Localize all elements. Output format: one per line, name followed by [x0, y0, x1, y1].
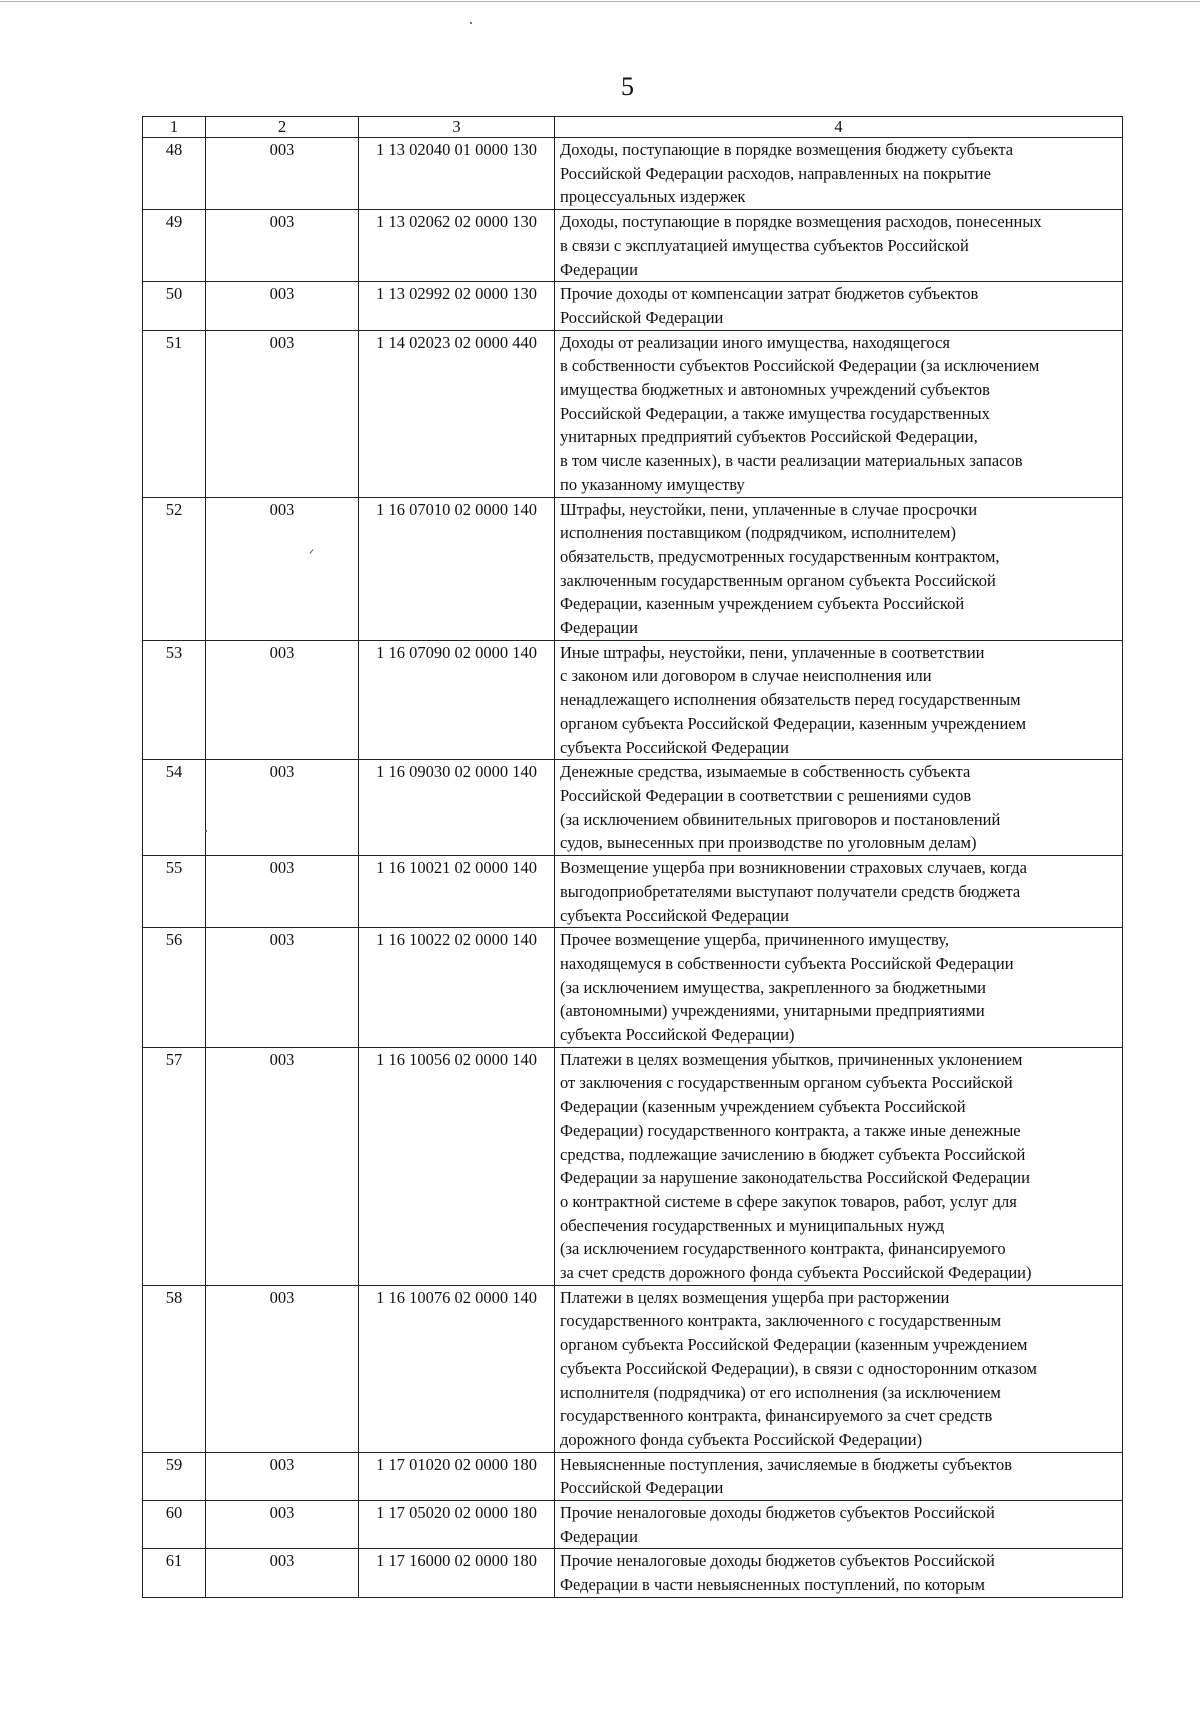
description-line: Российской Федерации [560, 307, 724, 327]
row-number: 48 [143, 138, 206, 210]
administrator-code: 003 [206, 1047, 359, 1285]
administrator-code: 003 [206, 928, 359, 1048]
description-line: Федерации, казенным учреждением субъекта Российской [560, 594, 965, 614]
description-line: Федерации [560, 618, 638, 638]
description-line: за счет средств дорожного фонда субъекта Российской Федерации) [560, 1263, 1032, 1283]
description-line: процессуальных издержек [560, 187, 746, 207]
description-line: субъекта Российской Федерации), в связи с односторонним отказом [560, 1358, 1037, 1378]
description-line: Федерации [560, 259, 638, 279]
description-line: Штрафы, неустойки, пени, уплаченные в случае просрочки [560, 499, 978, 519]
revenue-description [555, 210, 1123, 282]
budget-classification-code: 1 13 02062 02 0000 130 [359, 210, 555, 282]
row-number: 51 [143, 330, 206, 497]
description-line: Федерации) государственного контракта, а также иные денежные [560, 1120, 1021, 1140]
row-number: 50 [143, 282, 206, 330]
column-header-2: 2 [206, 117, 359, 138]
row-number: 57 [143, 1047, 206, 1285]
budget-classification-code: 1 16 09030 02 0000 140 [359, 760, 555, 856]
description-line: по указанному имуществу [560, 474, 745, 494]
description-line: Доходы, поступающие в порядке возмещения расходов, понесенных [560, 212, 1042, 232]
budget-classification-code: 1 14 02023 02 0000 440 [359, 330, 555, 497]
description-line: дорожного фонда субъекта Российской Федерации) [560, 1429, 923, 1449]
description-line: Возмещение ущерба при возникновении страховых случаев, когда [560, 858, 1028, 878]
row-number: 52 [143, 497, 206, 640]
description-line: выгодоприобретателями выступают получатели средств бюджета [560, 881, 1021, 901]
description-line: Прочие неналоговые доходы бюджетов субъектов Российской [560, 1503, 995, 1523]
budget-classification-code: 1 16 10021 02 0000 140 [359, 856, 555, 928]
table-row [143, 210, 1123, 282]
description-line: обязательств, предусмотренных государственным контрактом, [560, 546, 1000, 566]
description-line: Платежи в целях возмещения ущерба при расторжении [560, 1287, 950, 1307]
revenue-description [555, 640, 1123, 760]
description-line: обеспечения государственных и муниципальных нужд [560, 1215, 945, 1235]
table-header-row [143, 117, 1123, 138]
description-line: (за исключением имущества, закрепленного за бюджетными [560, 977, 986, 997]
description-line: Платежи в целях возмещения убытков, причиненных уклонением [560, 1049, 1023, 1069]
row-number: 60 [143, 1501, 206, 1549]
description-line: Российской Федерации [560, 1478, 724, 1498]
description-line: Денежные средства, изымаемые в собственность субъекта [560, 762, 971, 782]
description-line: находящемуся в собственности субъекта Российской Федерации [560, 953, 1014, 973]
table-row [143, 1047, 1123, 1285]
column-header-3: 3 [359, 117, 555, 138]
budget-classification-code: 1 16 10022 02 0000 140 [359, 928, 555, 1048]
row-number: 56 [143, 928, 206, 1048]
table-row [143, 856, 1123, 928]
description-line: средства, подлежащие зачислению в бюджет субъекта Российской [560, 1144, 1026, 1164]
revenue-description [555, 138, 1123, 210]
revenue-description [555, 760, 1123, 856]
administrator-code: 003 [206, 640, 359, 760]
table-row [143, 497, 1123, 640]
page-number: 5 [621, 72, 634, 101]
description-line: государственного контракта, финансируемого за счет средств [560, 1406, 993, 1426]
table-row [143, 330, 1123, 497]
description-line: исполнителя (подрядчика) от его исполнения (за исключением [560, 1382, 1001, 1402]
description-line: имущества бюджетных и автономных учреждений субъектов [560, 380, 990, 400]
administrator-code: 003 [206, 282, 359, 330]
column-header-1: 1 [143, 117, 206, 138]
table-row [143, 760, 1123, 856]
revenue-description [555, 928, 1123, 1048]
row-number: 49 [143, 210, 206, 282]
description-line: с законом или договором в случае неисполнения или [560, 666, 932, 686]
scan-artifact [205, 830, 207, 832]
row-number: 61 [143, 1549, 206, 1597]
description-line: Российской Федерации расходов, направленных на покрытие [560, 163, 991, 183]
description-line: Российской Федерации, а также имущества государственных [560, 403, 990, 423]
revenue-description [555, 1285, 1123, 1452]
administrator-code: 003 [206, 1549, 359, 1597]
description-line: исполнения поставщиком (подрядчиком, исполнителем) [560, 523, 956, 543]
table-row [143, 1501, 1123, 1549]
administrator-code: 003 [206, 497, 359, 640]
administrator-code: 003 [206, 210, 359, 282]
description-line: органом субъекта Российской Федерации (казенным учреждением [560, 1335, 1028, 1355]
description-line: в собственности субъектов Российской Федерации (за исключением [560, 356, 1040, 376]
budget-classification-code: 1 16 07090 02 0000 140 [359, 640, 555, 760]
revenue-description [555, 1549, 1123, 1597]
row-number: 59 [143, 1452, 206, 1500]
table-row [143, 1285, 1123, 1452]
description-line: субъекта Российской Федерации) [560, 1025, 795, 1045]
description-line: от заключения с государственным органом субъекта Российской [560, 1073, 1013, 1093]
table-row [143, 1549, 1123, 1597]
revenue-description [555, 1452, 1123, 1500]
budget-classification-code: 1 16 10056 02 0000 140 [359, 1047, 555, 1285]
administrator-code: 003 [206, 1452, 359, 1500]
description-line: (за исключением государственного контракта, финансируемого [560, 1239, 1006, 1259]
description-line: органом субъекта Российской Федерации, казенным учреждением [560, 713, 1027, 733]
table-row [143, 138, 1123, 210]
scan-edge-line [0, 1, 1200, 2]
table-row [143, 282, 1123, 330]
revenue-description [555, 856, 1123, 928]
description-line: Прочие неналоговые доходы бюджетов субъектов Российской [560, 1551, 995, 1571]
scan-speck [470, 22, 472, 24]
description-line: Невыясненные поступления, зачисляемые в бюджеты субъектов [560, 1454, 1013, 1474]
description-line: Российской Федерации в соответствии с решениями судов [560, 785, 972, 805]
table-row [143, 640, 1123, 760]
description-line: субъекта Российской Федерации [560, 905, 790, 925]
revenue-description [555, 330, 1123, 497]
administrator-code: 003 [206, 330, 359, 497]
budget-classification-code: 1 17 16000 02 0000 180 [359, 1549, 555, 1597]
description-line: Прочие доходы от компенсации затрат бюджетов субъектов [560, 284, 979, 304]
row-number: 58 [143, 1285, 206, 1452]
description-line: государственного контракта, заключенного с государственным [560, 1311, 1002, 1331]
revenue-description [555, 282, 1123, 330]
description-line: Доходы, поступающие в порядке возмещения бюджету субъекта [560, 140, 1014, 159]
administrator-code: 003 [206, 760, 359, 856]
description-line: Федерации [560, 1526, 638, 1546]
description-line: судов, вынесенных при производстве по уголовным делам) [560, 833, 977, 853]
description-line: (за исключением обвинительных приговоров и постановлений [560, 809, 1001, 829]
description-line: в том числе казенных), в части реализации материальных запасов [560, 451, 1023, 471]
description-line: Федерации (казенным учреждением субъекта Российской [560, 1097, 966, 1117]
row-number: 54 [143, 760, 206, 856]
budget-classification-code: 1 17 05020 02 0000 180 [359, 1501, 555, 1549]
description-line: субъекта Российской Федерации [560, 737, 790, 757]
column-header-4: 4 [555, 117, 1123, 138]
description-line: Прочее возмещение ущерба, причиненного имуществу, [560, 930, 949, 950]
table-row [143, 928, 1123, 1048]
revenue-description [555, 1501, 1123, 1549]
administrator-code: 003 [206, 138, 359, 210]
revenue-description [555, 1047, 1123, 1285]
budget-classification-code: 1 13 02992 02 0000 130 [359, 282, 555, 330]
budget-classification-code: 1 16 07010 02 0000 140 [359, 497, 555, 640]
revenue-codes-table [142, 116, 1123, 1598]
description-line: Доходы от реализации иного имущества, находящегося [560, 332, 951, 352]
description-line: заключенным государственным органом субъекта Российской [560, 570, 996, 590]
table-body [143, 138, 1123, 1598]
revenue-description [555, 497, 1123, 640]
description-line: унитарных предприятий субъектов Российской Федерации, [560, 427, 978, 447]
row-number: 53 [143, 640, 206, 760]
row-number: 55 [143, 856, 206, 928]
description-line: Иные штрафы, неустойки, пени, уплаченные в соответствии [560, 642, 985, 662]
description-line: ненадлежащего исполнения обязательств перед государственным [560, 690, 1021, 710]
description-line: в связи с эксплуатацией имущества субъектов Российской [560, 235, 969, 255]
budget-classification-code: 1 16 10076 02 0000 140 [359, 1285, 555, 1452]
administrator-code: 003 [206, 1501, 359, 1549]
administrator-code: 003 [206, 856, 359, 928]
administrator-code: 003 [206, 1285, 359, 1452]
budget-classification-code: 1 13 02040 01 0000 130 [359, 138, 555, 210]
description-line: Федерации в части невыясненных поступлений, по которым [560, 1575, 985, 1595]
table-row [143, 1452, 1123, 1500]
description-line: (автономными) учреждениями, унитарными предприятиями [560, 1001, 985, 1021]
description-line: Федерации за нарушение законодательства Российской Федерации [560, 1168, 1030, 1188]
description-line: о контрактной системе в сфере закупок товаров, работ, услуг для [560, 1191, 1017, 1211]
budget-classification-code: 1 17 01020 02 0000 180 [359, 1452, 555, 1500]
